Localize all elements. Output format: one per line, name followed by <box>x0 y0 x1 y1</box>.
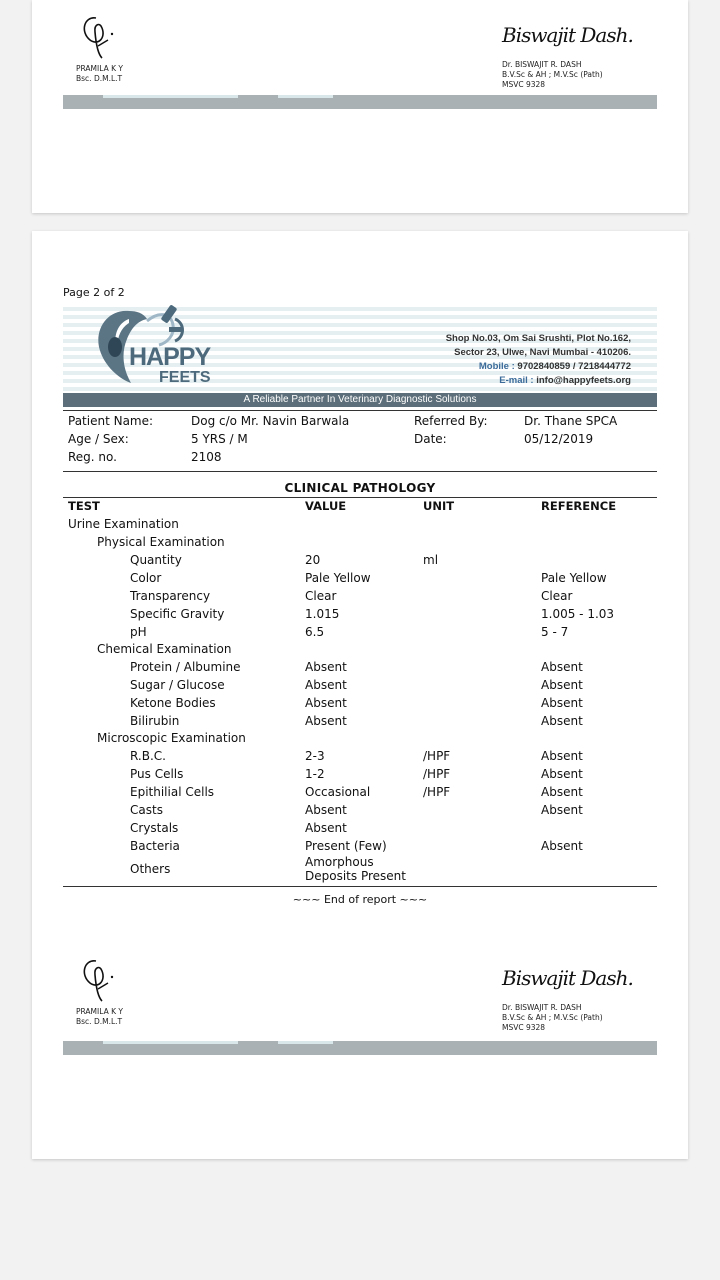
report-date: 05/12/2019 <box>524 432 594 446</box>
header-unit: UNIT <box>423 499 455 513</box>
patient-info <box>63 410 657 472</box>
test-name: Others <box>130 862 171 876</box>
test-test: Epithilial Cells <box>130 785 215 799</box>
test-unit: /HPF <box>423 785 451 799</box>
table-top-rule <box>63 497 657 498</box>
end-of-report: ~~~ End of report ~~~ <box>292 893 428 906</box>
signature-right-reg: MSVC 9328 <box>502 1023 546 1032</box>
lab-name-feets: FEETS <box>159 369 211 386</box>
test-reference: 5 - 7 <box>541 625 569 639</box>
test-reference: Absent <box>541 803 583 817</box>
signature-left-name: PRAMILA K Y <box>76 1007 123 1016</box>
test-value-line-2: Deposits Present <box>305 869 406 883</box>
signature-left-mark <box>76 10 120 60</box>
test-reference: Pale Yellow <box>541 571 607 585</box>
lab-tagline: A Reliable Partner In Veterinary Diagnostic Solutions <box>63 393 657 407</box>
test-test: Sugar / Glucose <box>130 678 225 692</box>
footer-bar <box>63 1041 657 1055</box>
subcategory-physical: Physical Examination <box>97 535 225 549</box>
test-test: Protein / Albumine <box>130 660 241 674</box>
test-unit: /HPF <box>423 749 451 763</box>
test-value: Pale Yellow <box>305 571 371 585</box>
report-page-1 <box>32 0 688 213</box>
signature-right-name: Dr. BISWAJIT R. DASH <box>502 1003 582 1012</box>
test-value-line-1: Amorphous <box>305 855 374 869</box>
test-value: 6.5 <box>305 625 325 639</box>
test-unit: ml <box>423 553 439 567</box>
signature-right-qualification: B.V.Sc & AH ; M.V.Sc (Path) <box>502 70 603 79</box>
test-value: Absent <box>305 696 347 710</box>
date-label: Date: <box>414 432 447 446</box>
signature-right-name: Dr. BISWAJIT R. DASH <box>502 60 582 69</box>
referred-by-label: Referred By: <box>414 414 488 428</box>
subcategory-microscopic: Microscopic Examination <box>97 731 246 745</box>
patient-name-label: Patient Name: <box>68 414 154 428</box>
reg-no: 2108 <box>191 450 222 464</box>
signature-left-page2 <box>76 953 123 1027</box>
test-test: Casts <box>130 803 163 817</box>
signature-right-script: Biswajit Dash. <box>502 23 633 47</box>
test-reference: Absent <box>541 749 583 763</box>
age-sex-label: Age / Sex: <box>68 432 129 446</box>
test-value: 2-3 <box>305 749 325 763</box>
section-title: CLINICAL PATHOLOGY <box>284 481 436 495</box>
signature-left-name: PRAMILA K Y <box>76 64 123 73</box>
signature-right-page2 <box>502 961 633 1033</box>
age-sex: 5 YRS / M <box>191 432 248 446</box>
test-unit: /HPF <box>423 767 451 781</box>
test-value: 1-2 <box>305 767 325 781</box>
test-reference: Absent <box>541 714 583 728</box>
mobile-label: Mobile : <box>478 361 515 372</box>
test-test: Quantity <box>130 553 182 567</box>
test-value: Absent <box>305 821 347 835</box>
test-value: 20 <box>305 553 321 567</box>
test-test: Bilirubin <box>130 714 180 728</box>
test-test: Crystals <box>130 821 179 835</box>
category-urine: Urine Examination <box>68 517 179 531</box>
test-test: Pus Cells <box>130 767 184 781</box>
address-line-2: Sector 23, Ulwe, Navi Mumbai - 410206. <box>454 347 631 358</box>
test-value: Absent <box>305 660 347 674</box>
test-value: Present (Few) <box>305 839 387 853</box>
footer-bar <box>63 95 657 109</box>
test-reference: Absent <box>541 678 583 692</box>
test-reference: 1.005 - 1.03 <box>541 607 615 621</box>
email-label: E-mail : <box>499 375 534 386</box>
signature-right-script: Biswajit Dash. <box>502 966 633 990</box>
signature-right-reg: MSVC 9328 <box>502 80 546 89</box>
referred-by: Dr. Thane SPCA <box>524 414 618 428</box>
email-address: info@happyfeets.org <box>536 375 631 386</box>
report-page-2 <box>32 231 688 1159</box>
table-bottom-rule <box>63 886 657 887</box>
signature-right <box>502 18 633 90</box>
address-line-1: Shop No.03, Om Sai Srushti, Plot No.162, <box>445 333 631 344</box>
page-number: Page 2 of 2 <box>63 286 125 299</box>
header-test: TEST <box>68 499 100 513</box>
test-value: Occasional <box>305 785 371 799</box>
test-value: Clear <box>305 589 337 603</box>
header-reference: REFERENCE <box>541 499 617 513</box>
test-test: R.B.C. <box>130 749 166 763</box>
test-reference: Absent <box>541 785 583 799</box>
mobile-number: 9702840859 / 7218444772 <box>517 361 631 372</box>
signature-left <box>76 10 123 84</box>
lab-address <box>446 332 631 388</box>
test-value: Absent <box>305 678 347 692</box>
header-value: VALUE <box>305 499 347 513</box>
test-value: Absent <box>305 803 347 817</box>
signature-left-mark <box>76 953 120 1003</box>
test-reference: Clear <box>541 589 573 603</box>
test-test: Specific Gravity <box>130 607 225 621</box>
test-test: Color <box>130 571 162 585</box>
test-reference: Absent <box>541 696 583 710</box>
lab-name-happy: HAPPY <box>129 343 211 371</box>
test-reference: Absent <box>541 767 583 781</box>
subcategory-chemical: Chemical Examination <box>97 642 232 656</box>
test-value: 1.015 <box>305 607 340 621</box>
test-test: Transparency <box>130 589 211 603</box>
test-value: Absent <box>305 714 347 728</box>
lab-header <box>63 303 657 405</box>
test-test: pH <box>130 625 147 639</box>
signature-right-qualification: B.V.Sc & AH ; M.V.Sc (Path) <box>502 1013 603 1022</box>
test-reference: Absent <box>541 839 583 853</box>
test-test: Ketone Bodies <box>130 696 216 710</box>
test-test: Bacteria <box>130 839 180 853</box>
test-reference: Absent <box>541 660 583 674</box>
signature-left-qualification: Bsc. D.M.L.T <box>76 74 123 83</box>
patient-name: Dog c/o Mr. Navin Barwala <box>191 414 350 428</box>
reg-no-label: Reg. no. <box>68 450 117 464</box>
signature-left-qualification: Bsc. D.M.L.T <box>76 1017 123 1026</box>
